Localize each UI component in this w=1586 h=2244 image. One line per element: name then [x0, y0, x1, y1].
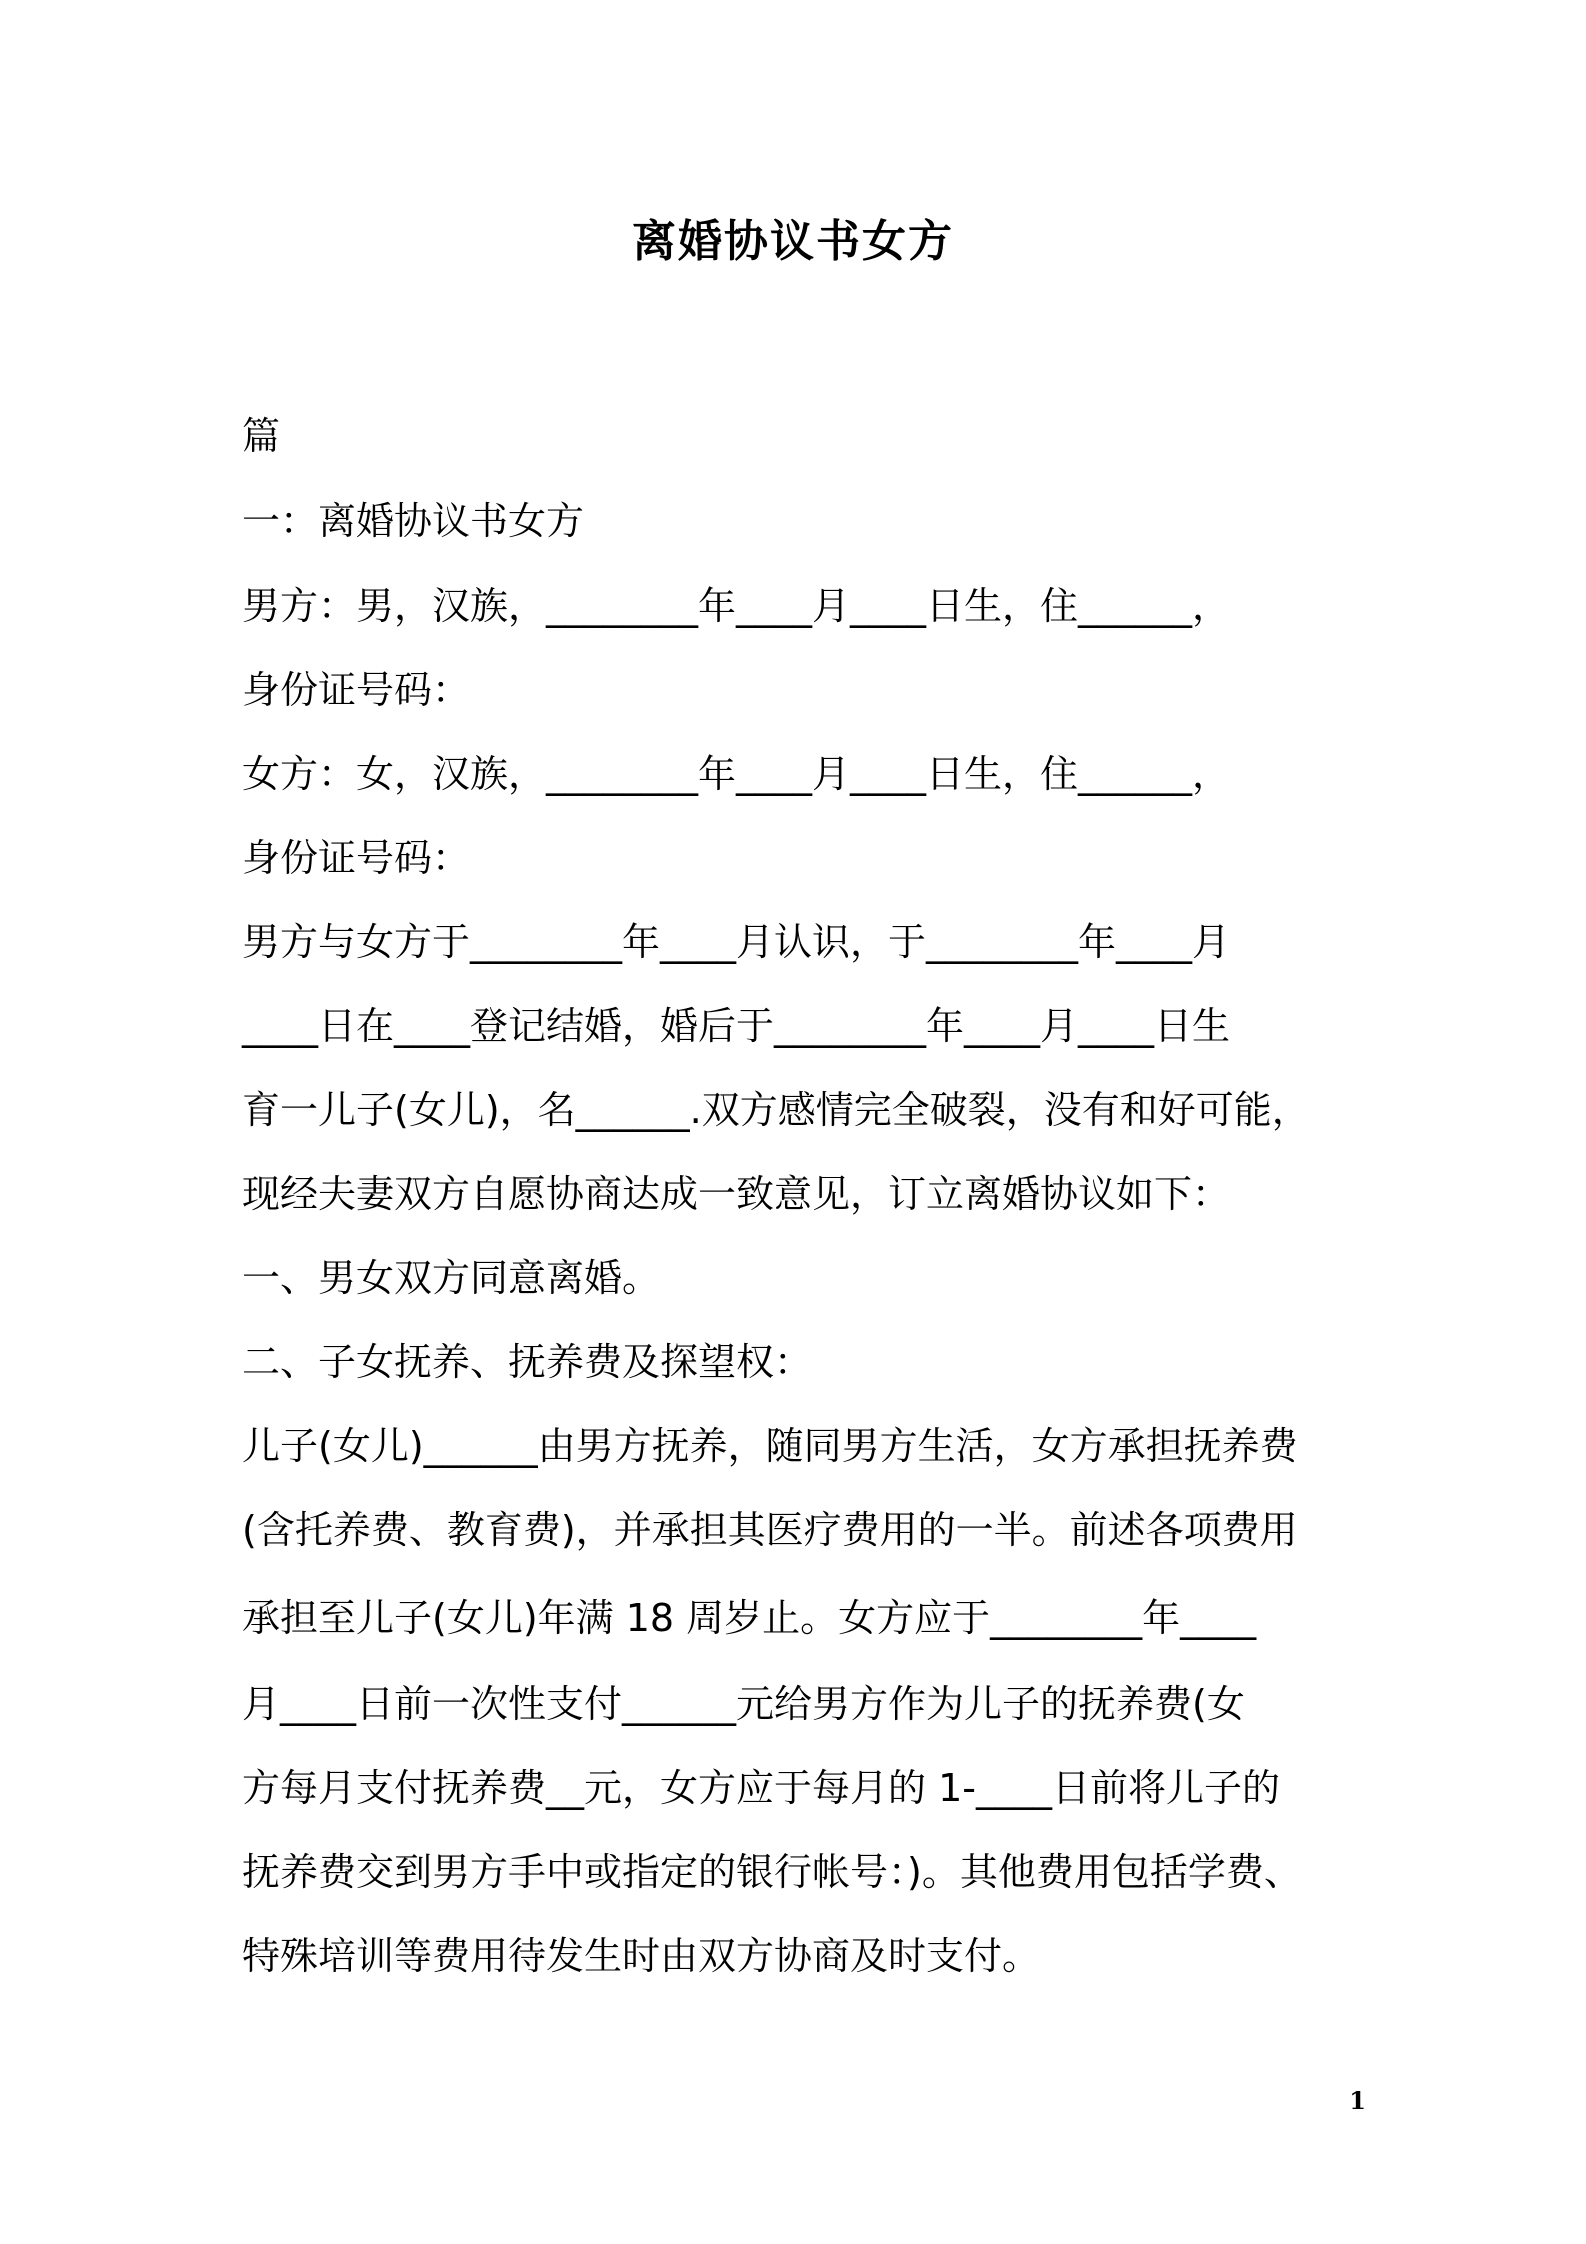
text-line: 二、子女抚养、抚养费及探望权： [242, 1340, 813, 1384]
text-line: 抚养费交到男方手中或指定的银行帐号：)。其他费用包括学费、 [242, 1850, 1302, 1894]
text-line: (含托养费、教育费)，并承担其医疗费用的一半。前述各项费用 [242, 1508, 1298, 1552]
text-line: 承担至儿子(女儿)年满 18 周岁止。女方应于________年____ [242, 1596, 1257, 1640]
text-line: 一：离婚协议书女方 [242, 499, 585, 543]
text-line: 一、男女双方同意离婚。 [242, 1256, 661, 1300]
text-line: 女方：女，汉族，________年____月____日生，住______， [242, 752, 1231, 796]
text-line: 月____日前一次性支付______元给男方作为儿子的抚养费(女 [242, 1682, 1245, 1726]
text-line: 特殊培训等费用待发生时由双方协商及时支付。 [242, 1934, 1041, 1978]
text-line: 现经夫妻双方自愿协商达成一致意见，订立离婚协议如下： [242, 1172, 1231, 1216]
document-title: 离婚协议书女方 [632, 216, 954, 267]
text-line: 男方：男，汉族，________年____月____日生，住______， [242, 584, 1231, 628]
text-line: 篇 [242, 414, 281, 458]
page-number: 1 [1349, 2086, 1366, 2115]
text-line: 儿子(女儿)______由男方抚养，随同男方生活，女方承担抚养费 [242, 1424, 1298, 1468]
text-line: 身份证号码： [242, 668, 471, 712]
text-line: ____日在____登记结婚，婚后于________年____月____日生 [242, 1004, 1231, 1048]
text-line: 身份证号码： [242, 836, 471, 880]
text-line: 方每月支付抚养费__元，女方应于每月的 1-____日前将儿子的 [242, 1766, 1280, 1810]
text-line: 育一儿子(女儿)，名______.双方感情完全破裂，没有和好可能， [242, 1088, 1310, 1132]
text-line: 男方与女方于________年____月认识，于________年____月 [242, 920, 1231, 964]
